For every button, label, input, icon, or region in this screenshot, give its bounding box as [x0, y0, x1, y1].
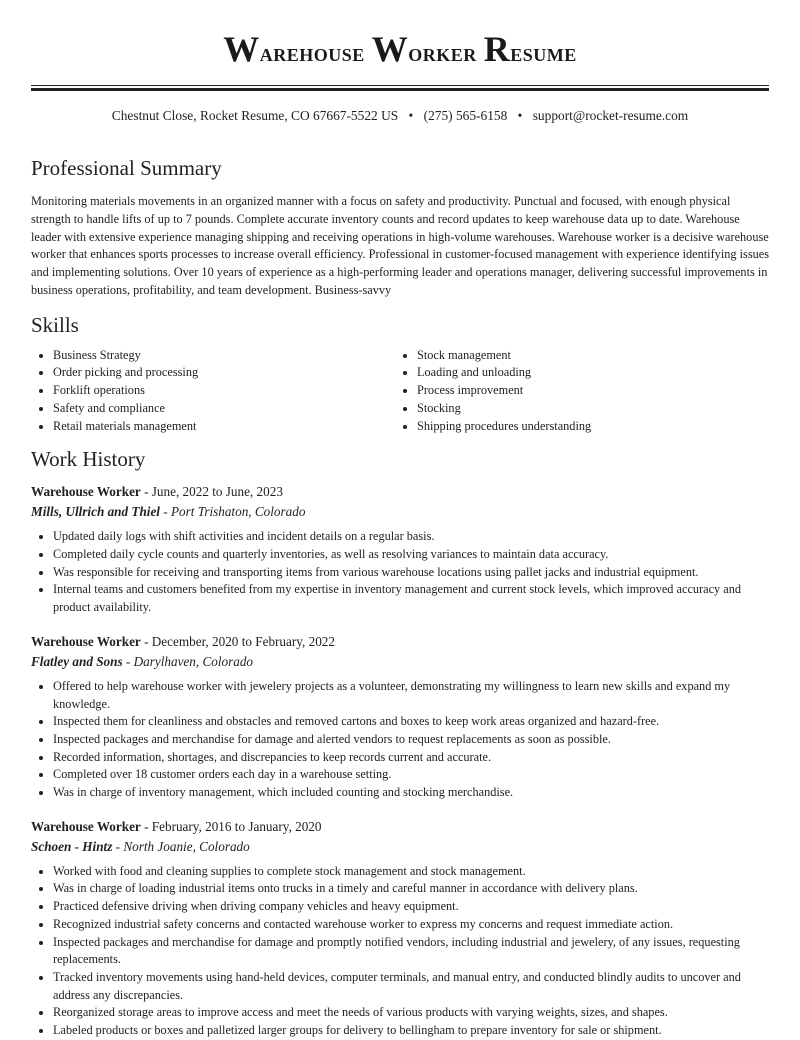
job-bullet: • Reorganized storage areas to improve access and meet the needs of various products with varying weights, sizes, and shapes.: [53, 1004, 769, 1022]
job-bullet: • Inspected packages and merchandise for damage and alerted vendors to request replacements as soon as possible.: [53, 731, 769, 749]
skill-item: • Retail materials management: [53, 418, 395, 436]
job-title: Warehouse Worker: [31, 633, 141, 649]
job-bullet: • Internal teams and customers benefited from my expertise in inventory management and current stock levels, which improved accuracy and product availability.: [53, 581, 769, 616]
job-bullet: • Inspected them for cleanliness and obstacles and removed cartons and boxes to keep work areas organized and hazard-free.: [53, 713, 769, 731]
job-company: Flatley and Sons: [31, 653, 123, 669]
contact-email[interactable]: support@rocket-resume.com: [532, 108, 689, 123]
skill-item: • Business Strategy: [53, 347, 395, 365]
resume-page: [31, 0, 769, 1040]
job-dates: February, 2016 to January, 2020: [151, 818, 322, 834]
resume-title: [31, 29, 769, 73]
job-title-line: Warehouse Worker - June, 2022 to June, 2023: [31, 484, 283, 500]
job-bullet: • Was in charge of loading industrial items onto trucks in a timely and careful manner in accordance with delivery plans.: [53, 880, 769, 898]
job-bullet: • Was in charge of inventory management, which included counting and stocking merchandise.: [53, 784, 769, 802]
job-bullet: • Inspected packages and merchandise for damage and promptly notified vendors, including industrial and jewelery, of any issues, requesting replacements.: [53, 934, 769, 969]
skill-item: • Order picking and processing: [53, 364, 395, 382]
skill-item: • Loading and unloading: [417, 364, 769, 382]
job-title-line: Warehouse Worker - February, 2016 to January, 2020: [31, 818, 322, 834]
skill-item: • Safety and compliance: [53, 400, 395, 418]
title-rule-thin: [31, 85, 769, 86]
job-bullets: [31, 528, 769, 617]
job-bullet: • Was responsible for receiving and transporting items from various warehouse locations using pallet jacks and industrial equipment.: [53, 564, 769, 582]
job-bullet: • Tracked inventory movements using hand-held devices, computer terminals, and manual entry, and conducted blindly audits to uncover and address any discrepancies.: [53, 969, 769, 1004]
contact-separator: •: [517, 108, 523, 123]
job-entry: [31, 818, 769, 1040]
work-history-heading: Work History: [31, 447, 146, 472]
job-company-line: Flatley and Sons - Darylhaven, Colorado: [31, 653, 254, 669]
job-company: Schoen - Hintz: [31, 838, 113, 854]
skill-item: • Shipping procedures understanding: [417, 418, 769, 436]
title-word: Worker: [371, 29, 477, 69]
skills-column-left: [31, 347, 395, 436]
skills-heading: Skills: [31, 312, 79, 337]
skills-list: [31, 347, 769, 436]
job-bullet: • Worked with food and cleaning supplies to complete stock management and stock management.: [53, 863, 769, 881]
job-bullets: [31, 863, 769, 1040]
job-location: North Joanie, Colorado: [123, 838, 250, 854]
job-location: Port Trishaton, Colorado: [170, 504, 306, 520]
contact-address: Chestnut Close, Rocket Resume, CO 67667-5522 US: [111, 108, 399, 123]
title-word: Warehouse: [223, 29, 365, 69]
job-bullet: • Completed over 18 customer orders each day in a warehouse setting.: [53, 766, 769, 784]
job-bullets: [31, 678, 769, 802]
job-company-line: Schoen - Hintz - North Joanie, Colorado: [31, 838, 250, 854]
contact-line: [31, 107, 769, 125]
job-bullet: • Recognized industrial safety concerns and contacted warehouse worker to express my concerns and request immediate action.: [53, 916, 769, 934]
job-company: Mills, Ullrich and Thiel: [31, 504, 160, 520]
skill-item: • Forklift operations: [53, 382, 395, 400]
job-entry: [31, 633, 769, 802]
title-word: Resume: [483, 29, 577, 69]
contact-separator: •: [408, 108, 414, 123]
skill-item: • Stock management: [417, 347, 769, 365]
summary-text: Monitoring materials movements in an organized manner with a focus on safety and productivity. Punctual and focused, with enough physical strength to handle lifts of up to 7 pounds. Complete accurate inventory counts and record updates to keep warehouse data up to date. Warehouse leader with extensive experience managing shipping and receiving operations in high-volume warehouses. Warehouse worker is a decisive warehouse worker that enhances sports processes to increase overall efficiency. Professional in customer-focused management with experience identifying issues and implementing solutions. Over 10 years of experience as a high-performing leader and operations manager, delivering successful improvements in business operations, profitability, and team development. Business-savvy: [31, 194, 769, 297]
job-location: Darylhaven, Colorado: [133, 653, 254, 669]
skills-column-right: [395, 347, 769, 436]
job-title: Warehouse Worker: [31, 484, 141, 500]
job-bullet: • Offered to help warehouse worker with jewelery projects as a volunteer, demonstrating my willingness to learn new skills and expand my knowledge.: [53, 678, 769, 713]
job-dates: December, 2020 to February, 2022: [151, 633, 335, 649]
job-bullet: • Practiced defensive driving when driving company vehicles and heavy equipment.: [53, 898, 769, 916]
skill-item: • Process improvement: [417, 382, 769, 400]
job-bullet: • Recorded information, shortages, and discrepancies to keep records current and accurate.: [53, 749, 769, 767]
job-bullet: • Labeled products or boxes and palletized larger groups for delivery to bellingham to prepare inventory for sale or shipment.: [53, 1022, 769, 1040]
summary-heading: Professional Summary: [31, 156, 222, 180]
title-rule-thick: [31, 88, 769, 91]
job-bullet: • Updated daily logs with shift activities and incident details on a regular basis.: [53, 528, 769, 546]
job-company-line: Mills, Ullrich and Thiel - Port Trishaton, Colorado: [31, 504, 306, 520]
job-title: Warehouse Worker: [31, 818, 141, 834]
job-bullet: • Completed daily cycle counts and quarterly inventories, as well as resolving variances to maintain data accuracy.: [53, 546, 769, 564]
skill-item: • Stocking: [417, 400, 769, 418]
contact-phone[interactable]: (275) 565-6158: [423, 108, 508, 123]
job-dates: June, 2022 to June, 2023: [151, 484, 283, 500]
job-entry: [31, 483, 769, 617]
job-title-line: Warehouse Worker - December, 2020 to February, 2022: [31, 633, 335, 649]
